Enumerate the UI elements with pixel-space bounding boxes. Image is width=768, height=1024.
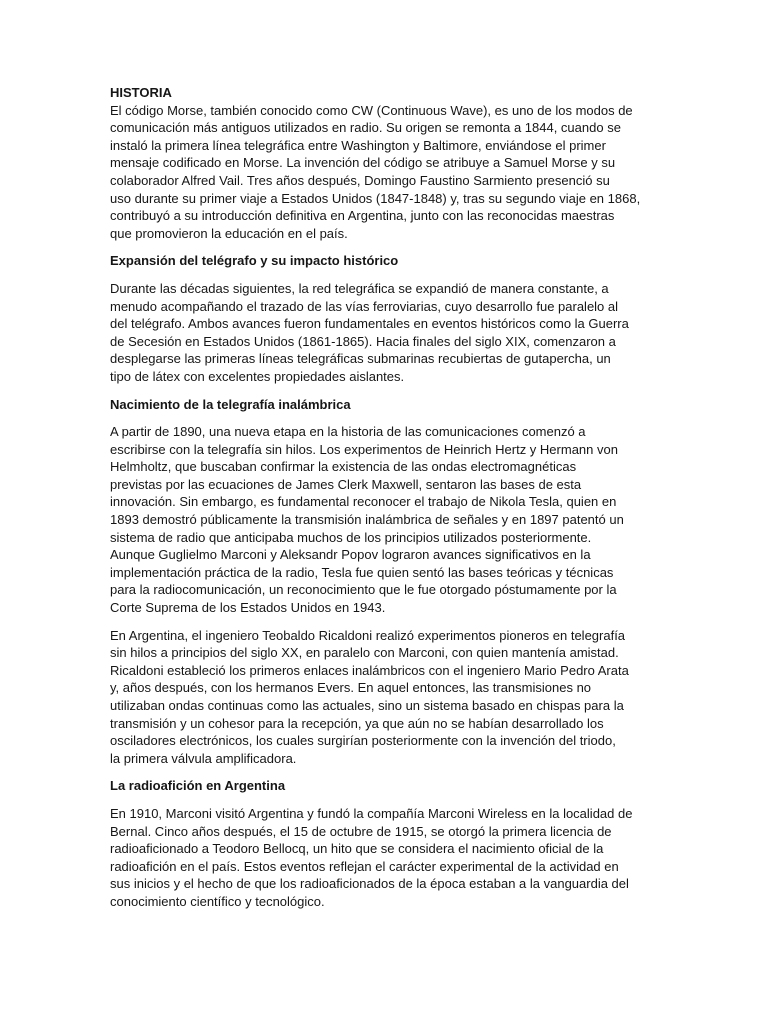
paragraph <box>110 102 710 243</box>
text-line: colaborador Alfred Vail. Tres años después, Domingo Faustino Sarmiento presenció su <box>110 172 610 188</box>
text-line: mensaje codificado en Morse. La invención del código se atribuye a Samuel Morse y su <box>110 155 616 171</box>
section-heading: La radioafición en Argentina <box>110 778 286 794</box>
text-line: radioafición en el país. Estos eventos reflejan el carácter experimental de la actividad en <box>110 858 619 874</box>
text-line: Bernal. Cinco años después, el 15 de octubre de 1915, se otorgó la primera licencia de <box>110 823 612 839</box>
text-line: A partir de 1890, una nueva etapa en la historia de las comunicaciones comenzó a <box>110 424 586 440</box>
section-telegrafia-inalambrica <box>110 396 710 768</box>
section-radioaficion-argentina <box>110 777 710 910</box>
text-line: y, años después, con los hermanos Evers. En aquel entonces, las transmisiones no <box>110 680 592 696</box>
text-line: sistema de radio que anticipaba muchos de los principios utilizados posteriormente. <box>110 529 592 545</box>
text-line: instaló la primera línea telegráfica entre Washington y Baltimore, enviándose el primer <box>110 137 606 153</box>
paragraph <box>110 423 710 617</box>
section-heading: HISTORIA <box>110 85 172 100</box>
text-line: El código Morse, también conocido como CW (Continuous Wave), es uno de los modos de <box>110 102 633 118</box>
text-line: escribirse con la telegrafía sin hilos. Los experimentos de Heinrich Hertz y Hermann von <box>110 441 618 457</box>
text-line: conocimiento científico y tecnológico. <box>110 893 325 909</box>
text-line: la primera válvula amplificadora. <box>110 750 297 766</box>
text-line: contribuyó a su introducción definitiva en Argentina, junto con las reconocidas maestras <box>110 208 615 224</box>
text-line: radioaficionado a Teodoro Bellocq, un hito que se considera el nacimiento oficial de la <box>110 841 604 857</box>
section-expansion-telegrafo <box>110 252 710 385</box>
text-line: para la radiocomunicación, un reconocimiento que le fue otorgado póstumamente por la <box>110 582 617 598</box>
text-line: Aunque Guglielmo Marconi y Aleksandr Popov lograron avances significativos en la <box>110 547 591 563</box>
text-line: del telégrafo. Ambos avances fueron fundamentales en eventos históricos como la Guerra <box>110 316 629 332</box>
text-line: que promovieron la educación en el país. <box>110 225 348 241</box>
text-line: utilizaban ondas continuas como las actuales, sino un sistema basado en chispas para la <box>110 698 624 713</box>
text-line: tipo de látex con excelentes propiedades aislantes. <box>110 368 405 384</box>
text-line: previstas por las ecuaciones de James Clerk Maxwell, sentaron las bases de esta <box>110 476 582 492</box>
text-line: Durante las décadas siguientes, la red telegráfica se expandió de manera constante, a <box>110 280 609 296</box>
text-line: sus inicios y el hecho de que los radioaficionados de la época estaban a la vanguardia del <box>110 876 629 892</box>
paragraph <box>110 280 710 386</box>
text-line: En 1910, Marconi visitó Argentina y fundó la compañía Marconi Wireless en la localidad de <box>110 805 633 821</box>
text-line: En Argentina, el ingeniero Teobaldo Ricaldoni realizó experimentos pioneros en telegrafía <box>110 627 626 643</box>
text-line: Helmholtz, que buscaban confirmar la existencia de las ondas electromagnéticas <box>110 459 577 475</box>
text-line: osciladores electrónicos, los cuales surgirían posteriormente con la invención del triodo, <box>110 733 616 749</box>
text-line: innovación. Sin embargo, es fundamental reconocer el trabajo de Nikola Tesla, quien en <box>110 494 617 510</box>
section-heading: Nacimiento de la telegrafía inalámbrica <box>110 396 351 412</box>
text-line: menudo acompañando el trazado de las vías ferroviarias, cuyo desarrollo fue paralelo al <box>110 298 619 314</box>
document <box>110 84 710 921</box>
text-line: transmisión y un cohesor para la recepción, ya que aún no se habían desarrollado los <box>110 715 604 731</box>
text-line: comunicación más antiguos utilizados en radio. Su origen se remonta a 1844, cuando se <box>110 120 621 136</box>
section-historia <box>110 84 710 242</box>
paragraph <box>110 805 710 911</box>
text-line: desplegarse las primeras líneas telegráficas submarinas recubiertas de gutapercha, un <box>110 351 611 367</box>
text-line: uso durante su primer viaje a Estados Unidos (1847-1848) y, tras su segundo viaje en 1868, <box>110 190 641 206</box>
text-line: Ricaldoni estableció los primeros enlaces inalámbricos con el ingeniero Mario Pedro Arata <box>110 662 629 678</box>
text-line: de Secesión en Estados Unidos (1861-1865). Hacia finales del siglo XIX, comenzaron a <box>110 333 616 349</box>
text-line: implementación práctica de la radio, Tesla fue quien sentó las bases teóricas y técnicas <box>110 564 614 580</box>
text-line: Corte Suprema de los Estados Unidos en 1943. <box>110 600 386 616</box>
text-line: 1893 demostró públicamente la transmisión inalámbrica de señales y en 1897 patentó un <box>110 512 624 528</box>
paragraph <box>110 627 710 768</box>
section-heading: Expansión del telégrafo y su impacto histórico <box>110 253 399 269</box>
text-line: sin hilos a principios del siglo XX, en paralelo con Marconi, con quien mantenía amistad. <box>110 645 619 661</box>
